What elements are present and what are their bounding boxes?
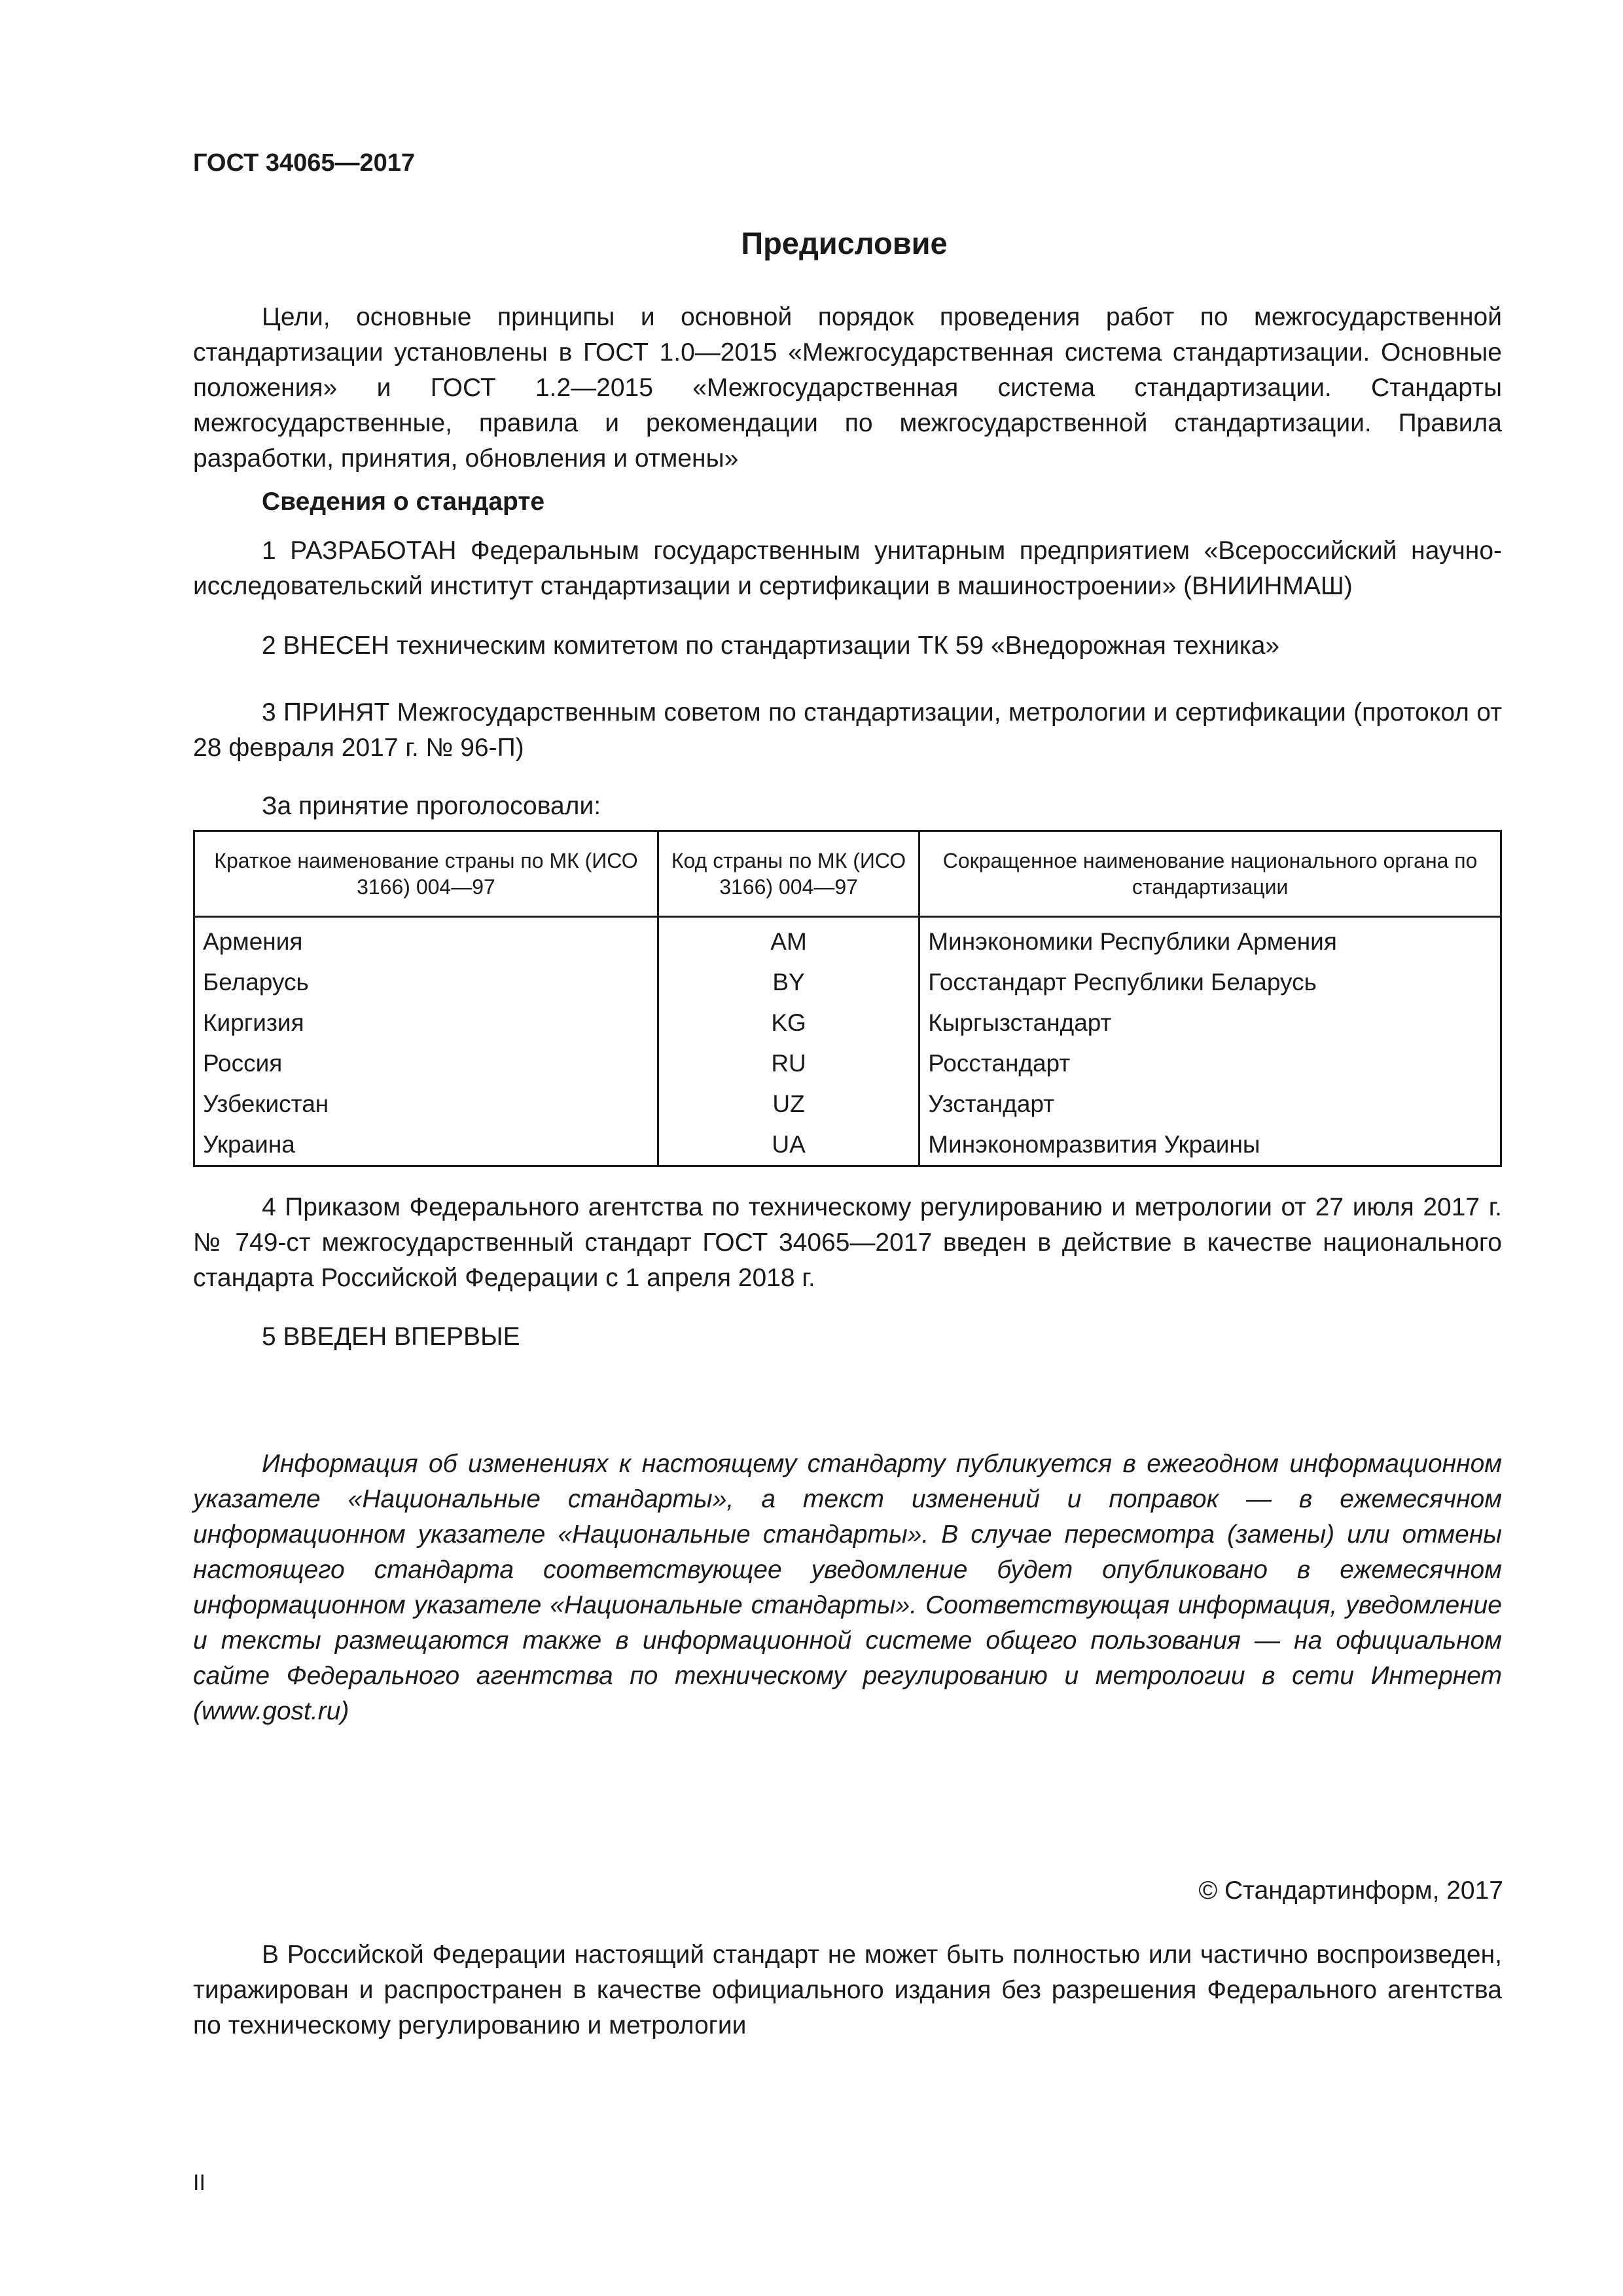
table-row [194, 917, 1501, 963]
item-adopted: 3 ПРИНЯТ Межгосударственным советом по стандартизации, метрологии и сертификации (протокол от 28 февраля 2017 г. № 96-П) [193, 698, 1502, 762]
body-cell: Кыргызстандарт [919, 1003, 1501, 1043]
code-cell: BY [658, 962, 919, 1003]
code-cell: RU [658, 1043, 919, 1084]
code-cell: UZ [658, 1084, 919, 1124]
copyright: © Стандартинформ, 2017 [1198, 1876, 1503, 1905]
item-developed: 1 РАЗРАБОТАН Федеральным государственным унитарным предприятием «Всероссийский научно-исследовательский институт стандартизации и сертификации в машиностроении» (ВНИИНМАШ) [193, 537, 1502, 600]
country-cell: Киргизия [194, 1003, 658, 1043]
code-cell: UA [658, 1124, 919, 1166]
code-cell: AM [658, 917, 919, 963]
body-cell: Узстандарт [919, 1084, 1501, 1124]
reproduction-restriction: В Российской Федерации настоящий стандарт не может быть полностью или частично воспроизведен, тиражирован и распространен в качестве официального издания без разрешения Федерального агентства по техническому регулированию и метрологии [193, 1941, 1502, 2039]
page-title: Предисловие [741, 226, 948, 260]
item-first-introduced: 5 ВВЕДЕН ВПЕРВЫЕ [262, 1323, 520, 1351]
voted-label: За принятие проголосовали: [262, 792, 601, 820]
item-order: 4 Приказом Федерального агентства по техническому регулированию и метрологии от 27 июля 2017 г. № 749-ст межгосударственный стандарт ГОСТ 34065—2017 введен в действие в качестве национального стандарта Российской Федерации с 1 апреля 2018 г. [193, 1193, 1502, 1292]
country-cell: Узбекистан [194, 1084, 658, 1124]
body-cell: Госстандарт Республики Беларусь [919, 962, 1501, 1003]
body-cell: Минэкономразвития Украины [919, 1124, 1501, 1166]
document-id: ГОСТ 34065—2017 [193, 149, 416, 177]
section-heading: Сведения о стандарте [262, 488, 545, 516]
body-cell: Росстандарт [919, 1043, 1501, 1084]
body-cell: Минэкономики Республики Армения [919, 917, 1501, 963]
table-row [194, 962, 1501, 1003]
country-cell: Беларусь [194, 962, 658, 1003]
country-cell: Украина [194, 1124, 658, 1166]
change-notice: Информация об изменениях к настоящему стандарту публикуется в ежегодном информационном указателе «Национальные стандарты», а текст изменений и поправок — в ежемесячном информационном указателе «Национальные стандарты». В случае пересмотра (замены) или отмены настоящего стандарта соответствующее уведомление будет опубликовано в ежемесячном информационном указателе «Национальные стандарты». Соответствующая информация, уведомление и тексты размещаются также в информационной системе общего пользования — на официальном сайте Федерального агентства по техническому регулированию и метрологии в сети Интернет (www.gost.ru) [193, 1450, 1502, 1725]
intro-paragraph: Цели, основные принципы и основной порядок проведения работ по межгосударственной стандартизации установлены в ГОСТ 1.0—2015 «Межгосударственная система стандартизации. Основные положения» и ГОСТ 1.2—2015 «Межгосударственная система стандартизации. Стандарты межгосударственные, правила и рекомендации по межгосударственной стандартизации. Правила разработки, принятия, обновления и отмены» [193, 303, 1502, 473]
page-number: II [193, 2170, 205, 2195]
table-row [194, 1003, 1501, 1043]
item-introduced: 2 ВНЕСЕН техническим комитетом по стандартизации ТК 59 «Внедорожная техника» [262, 632, 1280, 660]
table-row [194, 1124, 1501, 1166]
table-row [194, 1084, 1501, 1124]
column-header-country: Краткое наименование страны по МК (ИСО 3166) 004—97 [194, 831, 658, 917]
country-cell: Россия [194, 1043, 658, 1084]
table-header-row [194, 831, 1501, 917]
column-header-code: Код страны по МК (ИСО 3166) 004—97 [658, 831, 919, 917]
country-cell: Армения [194, 917, 658, 963]
column-header-body: Сокращенное наименование национального органа по стандартизации [919, 831, 1501, 917]
table-row [194, 1043, 1501, 1084]
code-cell: KG [658, 1003, 919, 1043]
voting-table [193, 830, 1502, 1167]
